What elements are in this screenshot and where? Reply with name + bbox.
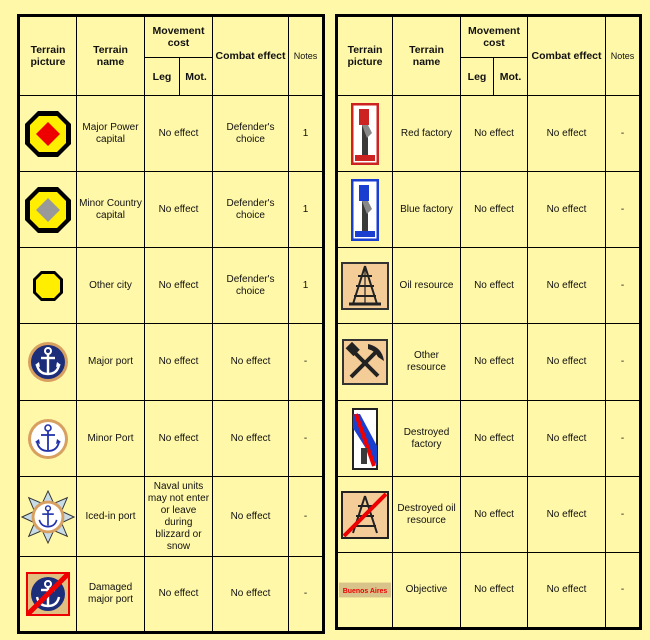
table-row: [337, 96, 641, 172]
iced-in-port-icon: [21, 489, 75, 545]
header-combat-effect: Combat effect: [528, 16, 606, 96]
notes: 1: [289, 96, 324, 172]
notes: -: [606, 248, 641, 324]
destroyed-oil-resource-icon: [341, 491, 389, 539]
terrain-picture-cell: [19, 477, 77, 557]
red-factory-icon: [351, 103, 379, 165]
movement-cost: No effect: [461, 96, 528, 172]
header-terrain-name: Terrain name: [77, 16, 145, 96]
destroyed-factory-icon: [352, 408, 378, 470]
terrain-name: Major Power capital: [77, 96, 145, 172]
table-row: [19, 324, 324, 401]
combat-effect: No effect: [528, 96, 606, 172]
combat-effect: No effect: [528, 401, 606, 477]
header-terrain-name: Terrain name: [393, 16, 461, 96]
terrain-name: Red factory: [393, 96, 461, 172]
terrain-picture-cell: [337, 477, 393, 553]
table-row: [19, 557, 324, 633]
table-row: [19, 401, 324, 477]
terrain-picture-cell: [337, 172, 393, 248]
movement-cost: No effect: [461, 248, 528, 324]
terrain-name: Objective: [393, 553, 461, 629]
terrain-picture-cell: [19, 172, 77, 248]
table-row: [19, 248, 324, 324]
terrain-picture-cell: [337, 324, 393, 401]
minor-country-capital-icon: [23, 185, 73, 235]
movement-cost: No effect: [461, 553, 528, 629]
movement-cost: No effect: [145, 172, 213, 248]
terrain-table-right: [335, 14, 642, 630]
table-row: [19, 96, 324, 172]
table-row: [337, 401, 641, 477]
table-row: [19, 477, 324, 557]
terrain-picture-cell: [19, 557, 77, 633]
movement-cost: No effect: [145, 324, 213, 401]
notes: -: [289, 401, 324, 477]
header-mot: Mot.: [494, 58, 528, 96]
other-city-icon: [31, 269, 65, 303]
header-leg: Leg: [145, 58, 180, 96]
terrain-picture-cell: [19, 248, 77, 324]
notes: -: [606, 477, 641, 553]
movement-cost: No effect: [145, 401, 213, 477]
terrain-name: Oil resource: [393, 248, 461, 324]
terrain-name: Other resource: [393, 324, 461, 401]
notes: 1: [289, 172, 324, 248]
combat-effect: No effect: [528, 553, 606, 629]
terrain-name: Minor Country capital: [77, 172, 145, 248]
movement-cost: No effect: [145, 557, 213, 633]
minor-port-icon: [26, 417, 70, 461]
combat-effect: Defender's choice: [213, 248, 289, 324]
movement-cost: No effect: [461, 172, 528, 248]
combat-effect: No effect: [213, 557, 289, 633]
header-terrain-picture: Terrain picture: [337, 16, 393, 96]
movement-cost: No effect: [461, 401, 528, 477]
terrain-picture-cell: [337, 401, 393, 477]
table-row: [337, 248, 641, 324]
terrain-name: Blue factory: [393, 172, 461, 248]
combat-effect: No effect: [213, 401, 289, 477]
terrain-name: Damaged major port: [77, 557, 145, 633]
combat-effect: No effect: [528, 477, 606, 553]
header-movement-cost: Movement cost: [461, 16, 528, 58]
movement-cost: No effect: [145, 96, 213, 172]
combat-effect: No effect: [528, 172, 606, 248]
header-notes: Notes: [606, 16, 641, 96]
terrain-picture-cell: [337, 553, 393, 629]
notes: -: [606, 96, 641, 172]
header-notes: Notes: [289, 16, 324, 96]
terrain-name: Minor Port: [77, 401, 145, 477]
terrain-name: Destroyed oil resource: [393, 477, 461, 553]
header-mot: Mot.: [180, 58, 213, 96]
terrain-picture-cell: [19, 96, 77, 172]
combat-effect: Defender's choice: [213, 96, 289, 172]
combat-effect: No effect: [213, 324, 289, 401]
terrain-table-left: [17, 14, 325, 634]
notes: -: [289, 324, 324, 401]
notes: -: [606, 553, 641, 629]
blue-factory-icon: [351, 179, 379, 241]
terrain-name: Major port: [77, 324, 145, 401]
movement-cost: No effect: [461, 477, 528, 553]
terrain-picture-cell: [19, 324, 77, 401]
header-terrain-picture: Terrain picture: [19, 16, 77, 96]
other-resource-icon: [342, 339, 388, 385]
header-leg: Leg: [461, 58, 494, 96]
combat-effect: No effect: [528, 248, 606, 324]
terrain-picture-cell: [19, 401, 77, 477]
combat-effect: Defender's choice: [213, 172, 289, 248]
header-movement-cost: Movement cost: [145, 16, 213, 58]
notes: -: [289, 557, 324, 633]
notes: 1: [289, 248, 324, 324]
notes: -: [606, 324, 641, 401]
terrain-picture-cell: [337, 96, 393, 172]
notes: -: [606, 401, 641, 477]
oil-resource-icon: [341, 262, 389, 310]
table-row: [337, 172, 641, 248]
combat-effect: No effect: [213, 477, 289, 557]
movement-cost: No effect: [145, 248, 213, 324]
header-combat-effect: Combat effect: [213, 16, 289, 96]
major-port-icon: [26, 340, 70, 384]
terrain-name: Iced-in port: [77, 477, 145, 557]
table-row: [337, 477, 641, 553]
table-row: [19, 172, 324, 248]
damaged-major-port-icon: [26, 572, 70, 616]
terrain-picture-cell: [337, 248, 393, 324]
objective-label: Buenos Aires: [342, 587, 388, 595]
notes: -: [606, 172, 641, 248]
combat-effect: No effect: [528, 324, 606, 401]
table-row: [337, 553, 641, 629]
objective-icon: [339, 581, 391, 599]
movement-cost: No effect: [461, 324, 528, 401]
terrain-name: Other city: [77, 248, 145, 324]
major-power-capital-icon: [23, 109, 73, 159]
table-row: [337, 324, 641, 401]
notes: -: [289, 477, 324, 557]
terrain-name: Destroyed factory: [393, 401, 461, 477]
movement-cost: Naval units may not enter or leave during blizzard or snow: [145, 477, 213, 557]
